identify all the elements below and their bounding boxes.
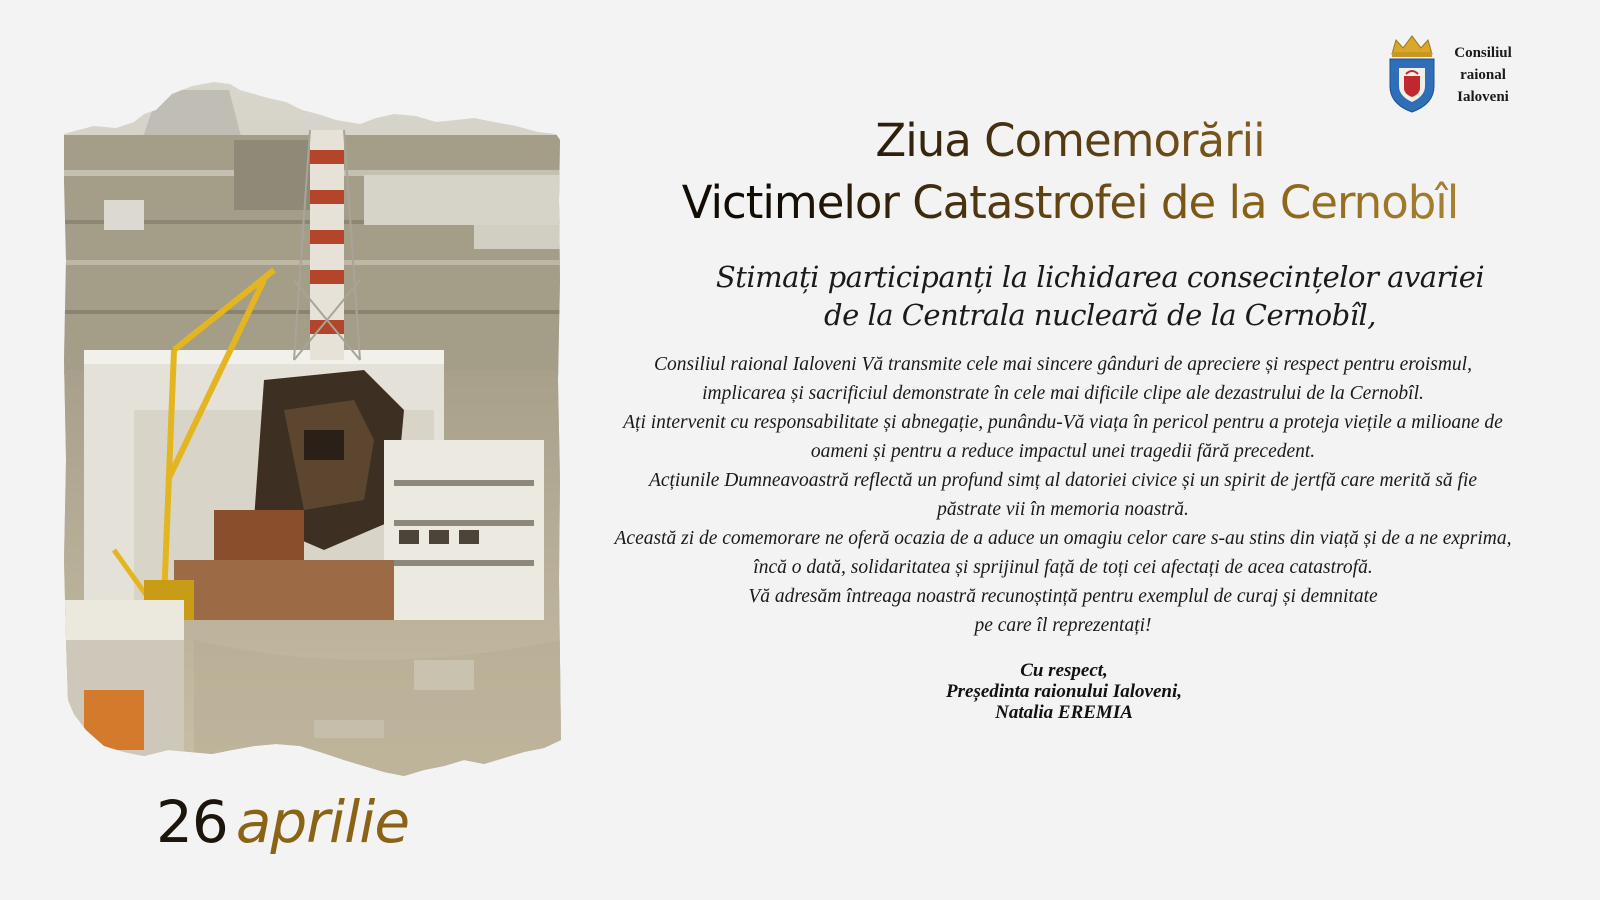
logo-line-1: Consiliul: [1454, 45, 1512, 61]
commemoration-date: [156, 788, 409, 856]
body-line: oameni și pentru a reduce impactul unei tragedii fără precedent.: [810, 441, 1316, 462]
greeting-line-1: Stimați participanți la lichidarea consecințelor avariei: [715, 260, 1485, 294]
body-line: pe care îl reprezentați!: [974, 615, 1152, 636]
coat-of-arms-icon: [1386, 34, 1438, 114]
signature-line-1: Cu respect,: [1020, 660, 1108, 681]
body-line: păstrate vii în memoria noastră.: [937, 499, 1189, 520]
chernobyl-plant-photo: [64, 80, 562, 780]
message-body: [566, 350, 1560, 640]
greeting-line-2: de la Centrala nucleară de la Cernobîl,: [824, 298, 1376, 332]
date-day: 26: [156, 788, 228, 856]
logo-line-2: raional: [1460, 67, 1506, 83]
body-line: încă o dată, solidaritatea și sprijinul față de toți cei afectați de acea catastrofă.: [753, 557, 1373, 578]
body-line: Consiliul raional Ialoveni Vă transmite cele mai sincere gânduri de apreciere și respect pentru eroismul,: [654, 354, 1472, 375]
council-name: [1440, 42, 1526, 108]
signature-line-3: Natalia EREMIA: [995, 702, 1133, 723]
body-line: Ați intervenit cu responsabilitate și abnegație, punându-Vă viața în pericol pentru a proteja viețile a milioane de: [623, 412, 1503, 433]
body-line: implicarea și sacrificiul demonstrate în cele mai dificile clipe ale dezastrului de la Cernobîl.: [702, 383, 1424, 404]
body-line: Acțiunile Dumneavoastră reflectă un profund simț al datoriei civice și un spirit de jertfă care merită să fie: [648, 470, 1478, 491]
body-line: Această zi de comemorare ne oferă ocazia de a aduce un omagiu celor care s-au stins din viață și de a ne exprima,: [614, 528, 1512, 549]
date-month: aprilie: [235, 788, 410, 856]
page-title-line-1: Ziua Comemorării: [580, 114, 1560, 167]
council-logo: [1386, 34, 1526, 118]
greeting: [580, 258, 1600, 334]
signature: [760, 660, 1368, 723]
signature-line-2: Președinta raionului Ialoveni,: [946, 681, 1182, 702]
body-line: Vă adresăm întreaga noastră recunoștință pentru exemplul de curaj și demnitate: [748, 586, 1378, 607]
logo-line-3: Ialoveni: [1457, 89, 1509, 105]
page-title-line-2: Victimelor Catastrofei de la Cernobîl: [580, 176, 1560, 229]
